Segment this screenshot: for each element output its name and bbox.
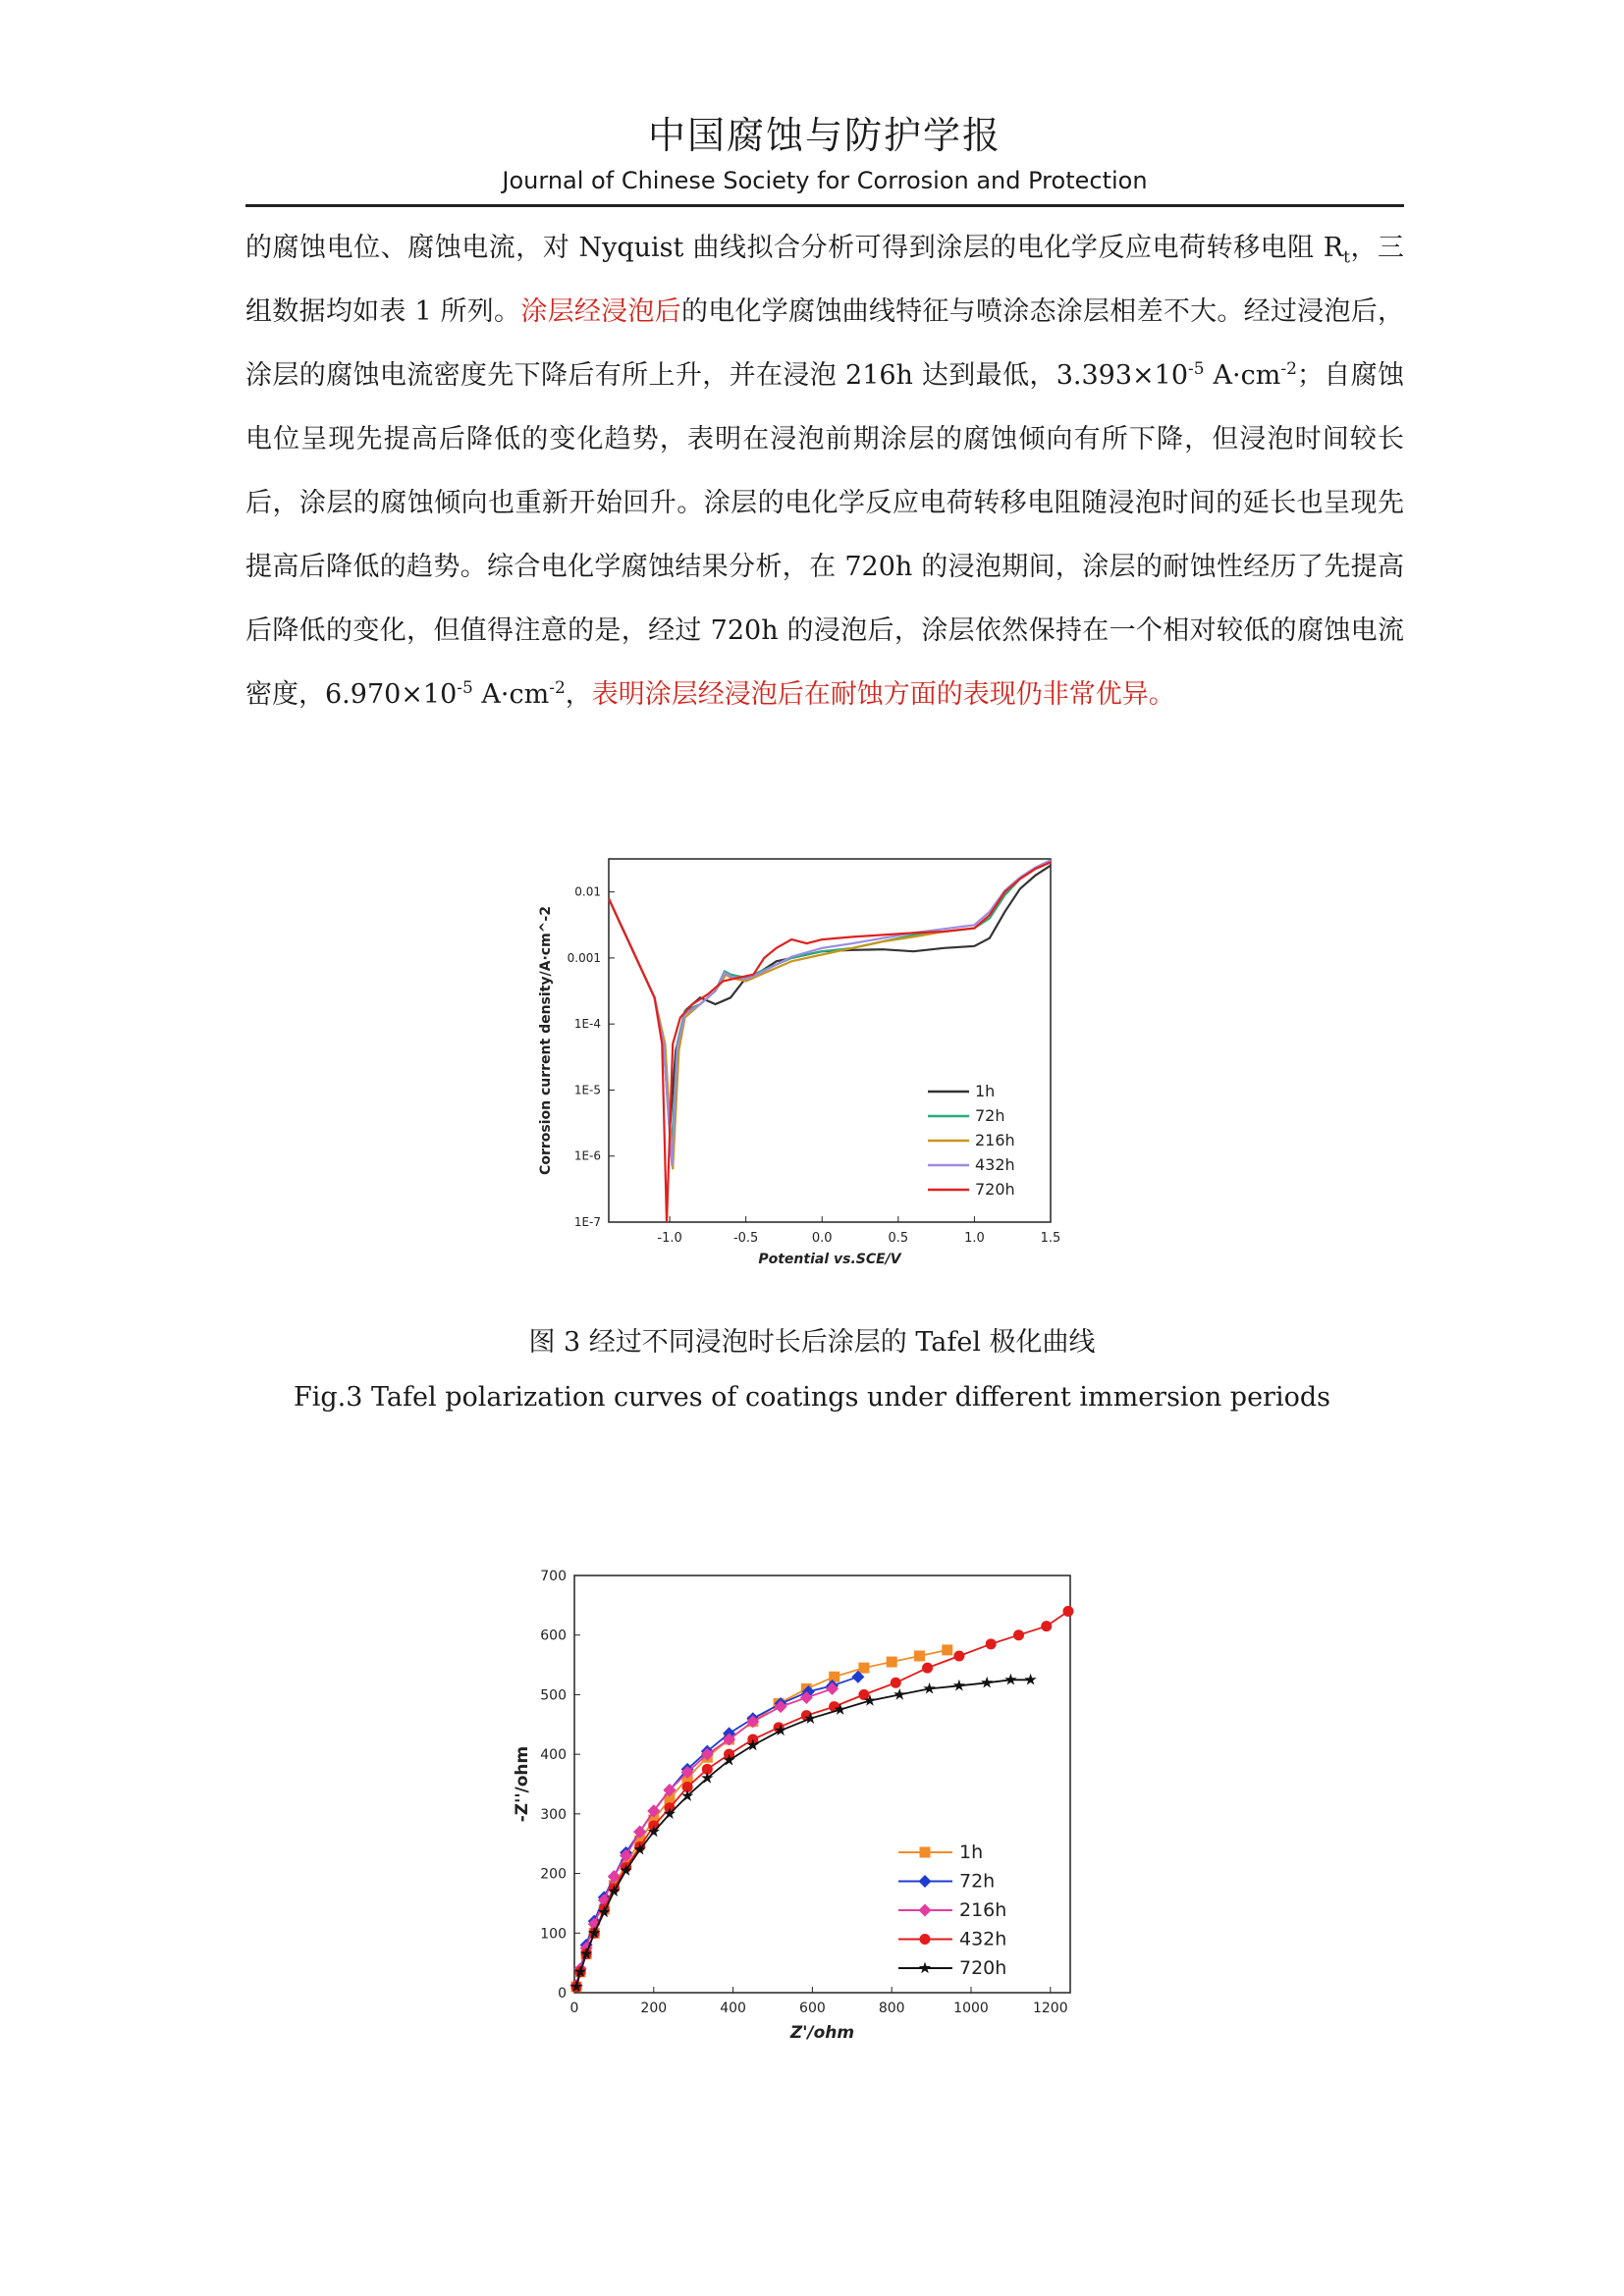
x-tick-label: 0.0 — [811, 1231, 833, 1246]
x-tick-label: 1.0 — [964, 1231, 985, 1246]
journal-header — [245, 108, 1404, 198]
series-line-72h — [576, 1677, 858, 1986]
text-run: ，三组数据均如表 1 所列。 — [245, 233, 1405, 327]
legend-label: 720h — [975, 1180, 1015, 1199]
journal-title-en: Journal of Chinese Society for Corrosion and Protection — [502, 167, 1148, 194]
y-axis-label: Corrosion current density/A·cm^-2 — [538, 906, 554, 1175]
legend-label: 1h — [959, 1842, 984, 1863]
x-axis-label: Z'/ohm — [789, 2023, 855, 2043]
legend-label: 432h — [959, 1928, 1007, 1950]
y-axis-label: -Z''/ohm — [513, 1745, 532, 1823]
data-point-432h — [922, 1663, 933, 1674]
data-point-1h — [829, 1672, 839, 1682]
y-tick-label: 0.001 — [567, 950, 601, 965]
y-tick-label: 300 — [540, 1806, 567, 1823]
legend-marker-216h — [919, 1904, 932, 1917]
x-axis-label: Potential vs.SCE/V — [758, 1252, 901, 1267]
legend-label: 1h — [975, 1082, 996, 1100]
tafel-chart — [520, 844, 1080, 1276]
text-sup: -5 — [457, 678, 473, 698]
data-point-1h — [942, 1644, 952, 1655]
x-tick-label: -0.5 — [732, 1231, 759, 1246]
highlight-text: 涂层经浸泡后 — [520, 296, 681, 327]
x-tick-label: 200 — [640, 2001, 668, 2016]
x-tick-label: 1.5 — [1040, 1231, 1061, 1246]
fig3-caption-cn: 图 3 经过不同浸泡时长后涂层的 Tafel 极化曲线 — [528, 1327, 1096, 1358]
x-tick-label: 400 — [720, 2001, 746, 2016]
legend-marker-1h — [920, 1847, 931, 1858]
y-tick-label: 400 — [540, 1747, 567, 1764]
data-point-432h — [986, 1638, 997, 1649]
y-tick-label: 1E-7 — [573, 1215, 601, 1229]
legend-label: 720h — [959, 1957, 1007, 1979]
series-line-216h — [576, 1688, 833, 1985]
legend-label: 432h — [975, 1155, 1015, 1174]
data-point-1h — [914, 1650, 925, 1661]
text-sup: -5 — [1188, 359, 1205, 379]
y-tick-label: 100 — [540, 1926, 567, 1943]
x-tick-label: -1.0 — [657, 1231, 682, 1246]
y-tick-label: 700 — [540, 1569, 567, 1584]
data-point-432h — [891, 1678, 901, 1688]
x-tick-label: 1200 — [1032, 2001, 1068, 2016]
legend-label: 216h — [975, 1131, 1015, 1149]
y-tick-label: 1E-6 — [573, 1148, 601, 1163]
data-point-432h — [1013, 1629, 1024, 1640]
nyquist-chart — [506, 1556, 1095, 2066]
text-run: ， — [565, 679, 592, 710]
data-point-432h — [1062, 1606, 1073, 1617]
y-tick-label: 0.01 — [574, 884, 601, 899]
legend-label: 72h — [975, 1106, 1005, 1125]
journal-title-cn: 中国腐蚀与防护学报 — [647, 114, 1001, 157]
fig3-caption-en: Fig.3 Tafel polarization curves of coatings under different immersion periods — [294, 1382, 1330, 1413]
text-sub: t — [1343, 247, 1350, 268]
y-tick-label: 600 — [540, 1628, 567, 1644]
y-tick-label: 200 — [540, 1866, 567, 1883]
legend-label: 216h — [959, 1899, 1007, 1921]
legend-label: 72h — [959, 1870, 996, 1893]
text-sup: -2 — [549, 678, 566, 698]
legend-marker-432h — [920, 1934, 931, 1945]
data-point-432h — [1041, 1621, 1052, 1631]
text-run: ；自腐蚀电位呈现先提高后降低的变化趋势，表明在浸泡前期涂层的腐蚀倾向有所下降，但浸泡时间较长后，涂层的腐蚀倾向也重新开始回升。涂层的电化学反应电荷转移电阻随浸泡时间的延长也呈现先提高后降低的趋势。综合电化学腐蚀结果分析，在 720h 的浸泡期间，涂层的耐蚀性经历了先提高后降低的变化，但值得注意的是，经过 720h 的浸泡后，涂层依然保持在一个相对较低的腐蚀电流密度，6.970×10 — [245, 360, 1405, 710]
x-tick-label: 1000 — [953, 2001, 989, 2016]
y-tick-label: 0 — [558, 1986, 567, 2002]
data-point-1h — [858, 1663, 869, 1674]
text-run: A·cm — [472, 679, 550, 710]
legend-marker-72h — [919, 1875, 932, 1888]
highlight-text: 表明涂层经浸泡后在耐蚀方面的表现仍非常优异。 — [591, 679, 1175, 710]
header-rule — [245, 204, 1404, 207]
x-tick-label: 800 — [878, 2001, 905, 2016]
text-run: 的腐蚀电位、腐蚀电流，对 Nyquist 曲线拟合分析可得到涂层的电化学反应电荷转移电阻 R — [245, 233, 1344, 263]
text-run: 的电化学腐蚀曲线特征与喷涂态涂层相差不大。经过浸泡后，涂层的腐蚀电流密度先下降后有所上升，并在浸泡 216h 达到最低，3.393×10 — [245, 296, 1405, 391]
body-paragraph — [245, 216, 1404, 726]
data-point-720h — [981, 1677, 993, 1688]
data-point-432h — [953, 1650, 964, 1661]
series-line-1h — [576, 1650, 947, 1987]
text-run: A·cm — [1204, 360, 1281, 391]
y-tick-label: 1E-5 — [573, 1083, 601, 1097]
x-tick-label: 600 — [799, 2001, 826, 2016]
y-tick-label: 1E-4 — [573, 1017, 601, 1032]
data-point-432h — [858, 1689, 869, 1700]
x-tick-label: 0.5 — [888, 1231, 909, 1246]
y-tick-label: 500 — [540, 1687, 567, 1704]
text-sup: -2 — [1280, 359, 1297, 379]
x-tick-label: 0 — [569, 2001, 579, 2016]
data-point-1h — [887, 1657, 897, 1668]
